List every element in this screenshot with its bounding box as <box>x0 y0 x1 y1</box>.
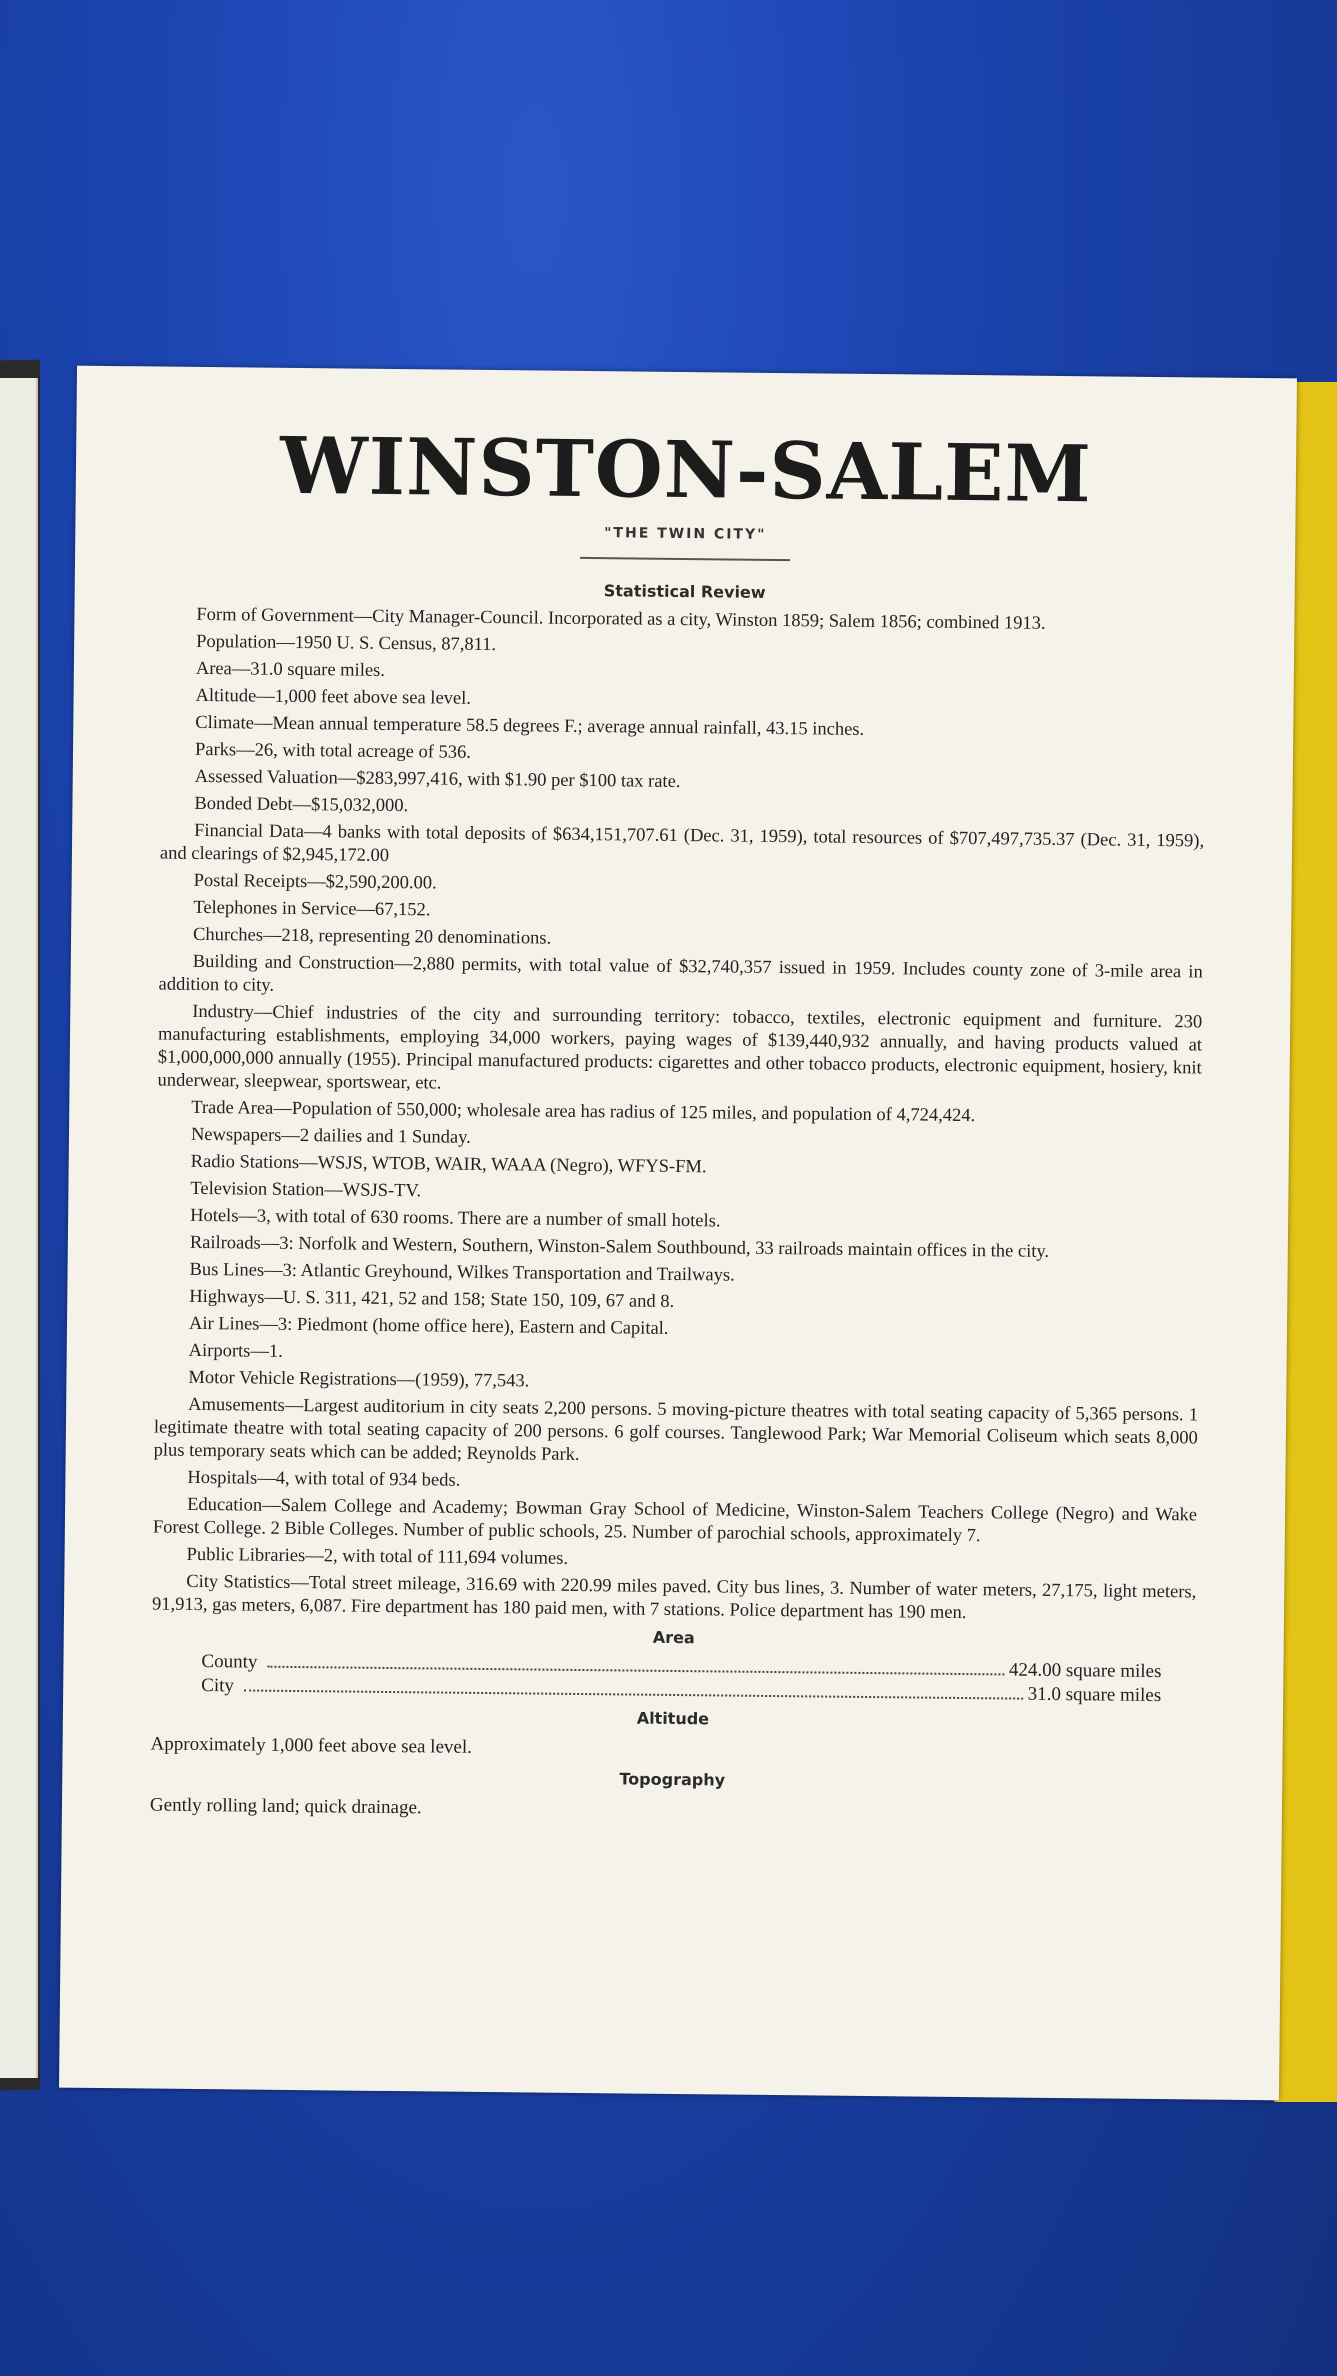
topography-text: Gently rolling land; quick drainage. <box>149 1794 422 1819</box>
stat-industry: Industry—Chief industries of the city and surrounding territory: tobacco, textiles, electronic equipment and furniture. 230 manufacturing establishments, employing 34,000 workers, paying wages of $139,440,932 annually, and having products valued at $1,000,000,000 annually (1955). Principal manufactured products: cigarettes and other tobacco products, electronic equipment, hosiery, knit underwear, sleepwear, sportswear, etc. <box>157 1001 1203 1094</box>
stat-bonded-debt: Bonded Debt—$15,032,000. <box>194 793 409 817</box>
stat-television: Television Station—WSJS-TV. <box>190 1178 422 1202</box>
page-title: WINSTON-SALEM <box>279 420 1093 521</box>
stat-newspapers: Newspapers—2 dailies and 1 Sunday. <box>190 1124 471 1148</box>
document-page <box>59 366 1297 2101</box>
stat-airports: Airports—1. <box>188 1340 283 1362</box>
section-heading-topography: Topography <box>619 1769 726 1790</box>
stat-amusements: Amusements—Largest auditorium in city seats 2,200 persons. 5 moving-picture theatres with total seating capacity of 5,365 persons. 1 legitimate theatre with total seating capacity of 200 persons. 6 golf courses. Tanglewood Park; War Memorial Coliseum which seats 8,000 plus temporary seats which can be added; Reynolds Park. <box>153 1394 1199 1465</box>
stat-altitude: Altitude—1,000 feet above sea level. <box>195 685 472 709</box>
stat-population: Population—1950 U. S. Census, 87,811. <box>196 631 497 655</box>
stat-trade-area: Trade Area—Population of 550,000; wholesale area has radius of 125 miles, and population of 4,724,424. <box>191 1097 976 1126</box>
stat-highways: Highways—U. S. 311, 421, 52 and 158; State 150, 109, 67 and 8. <box>189 1286 675 1312</box>
stat-city-statistics: City Statistics—Total street mileage, 316.69 with 220.99 miles paved. City bus lines, 3. Number of water meters, 27,175, light meters, 91,913, gas meters, 6,087. Fire department has 180 paid men, with 7 stations. Police department has 190 men. <box>151 1571 1197 1623</box>
stat-postal-receipts: Postal Receipts—$2,590,200.00. <box>193 870 437 894</box>
stat-public-libraries: Public Libraries—2, with total of 111,694 volumes. <box>186 1544 569 1569</box>
area-value: 424.00 square miles <box>1008 1659 1162 1682</box>
stat-radio: Radio Stations—WSJS, WTOB, WAIR, WAAA (Negro), WFYS-FM. <box>190 1151 707 1178</box>
stat-climate: Climate—Mean annual temperature 58.5 degrees F.; average annual rainfall, 43.15 inches. <box>195 712 865 740</box>
stat-building: Building and Construction—2,880 permits, with total value of $32,740,357 issued in 1959. Includes county zone of 3-mile area in addition to city. <box>158 951 1203 996</box>
area-table <box>201 1650 1161 1708</box>
stat-motor-vehicles: Motor Vehicle Registrations—(1959), 77,543. <box>188 1367 530 1392</box>
page-subtitle: "THE TWIN CITY" <box>604 525 767 543</box>
section-heading-statistical-review: Statistical Review <box>603 581 766 602</box>
stat-government: Form of Government—City Manager-Council. Incorporated as a city, Winston 1859; Salem 1856; combined 1913. <box>196 604 1046 634</box>
stat-hospitals: Hospitals—4, with total of 934 beds. <box>187 1467 461 1491</box>
area-value: 31.0 square miles <box>1027 1683 1162 1706</box>
stat-parks: Parks—26, with total acreage of 536. <box>194 739 472 763</box>
section-heading-area: Area <box>652 1627 695 1648</box>
stat-railroads: Railroads—3: Norfolk and Western, Southern, Winston-Salem Southbound, 33 railroads maintain offices in the city. <box>189 1232 1050 1262</box>
stat-assessed-valuation: Assessed Valuation—$283,997,416, with $1.90 per $100 tax rate. <box>194 766 681 792</box>
stat-air-lines: Air Lines—3: Piedmont (home office here), Eastern and Capital. <box>188 1313 669 1339</box>
title-rule <box>580 557 790 561</box>
section-heading-altitude: Altitude <box>636 1708 710 1729</box>
area-label: City <box>201 1674 235 1697</box>
leader-dots <box>267 1666 1005 1676</box>
stat-financial-data: Financial Data—4 banks with total deposits of $634,151,707.61 (Dec. 31, 1959), total resources of $707,497,735.37 (Dec. 31, 1959), and clearings of $2,945,172.00 <box>159 820 1205 866</box>
area-label: County <box>201 1650 258 1673</box>
left-page-edge <box>0 378 38 2078</box>
stat-telephones: Telephones in Service—67,152. <box>193 897 431 921</box>
stat-hotels: Hotels—3, with total of 630 rooms. There are a number of small hotels. <box>190 1205 721 1232</box>
statistics-list <box>152 603 1207 1627</box>
stat-churches: Churches—218, representing 20 denominations. <box>192 924 552 949</box>
stat-area: Area—31.0 square miles. <box>195 658 386 681</box>
stat-bus-lines: Bus Lines—3: Atlantic Greyhound, Wilkes Transportation and Trailways. <box>189 1259 735 1286</box>
altitude-text: Approximately 1,000 feet above sea level. <box>150 1733 473 1758</box>
stat-education: Education—Salem College and Academy; Bowman Gray School of Medicine, Winston-Salem Teachers College (Negro) and Wake Forest College. 2 Bible Colleges. Number of public schools, 25. Number of parochial schools, approximately 7. <box>152 1494 1198 1547</box>
leader-dots <box>244 1689 1024 1699</box>
